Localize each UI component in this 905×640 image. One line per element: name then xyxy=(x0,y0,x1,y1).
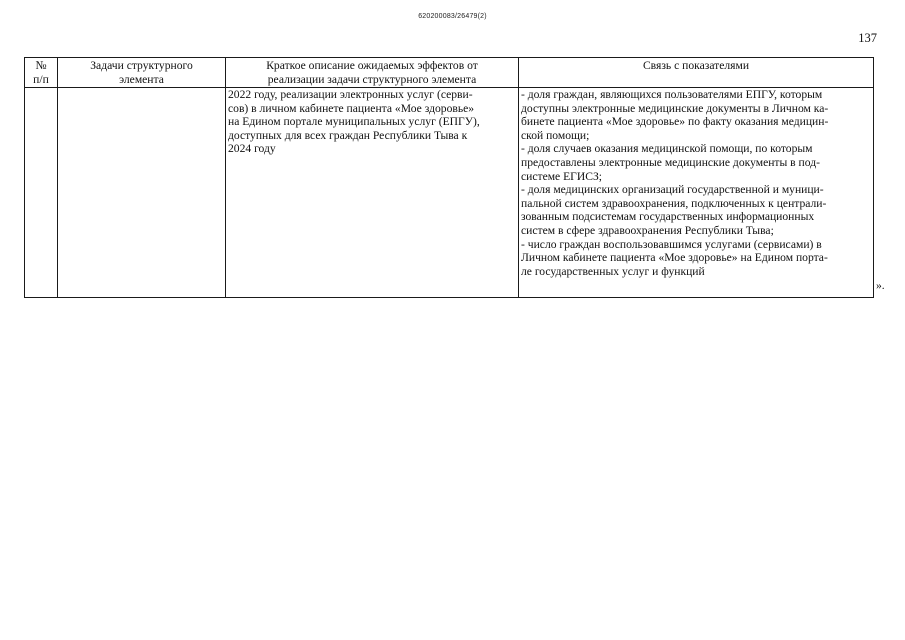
column-header-tasks xyxy=(58,58,226,88)
table-header-row xyxy=(25,58,874,88)
column-header-indicators xyxy=(519,58,874,88)
column-header-description xyxy=(226,58,519,88)
document-id: 620200083/26479(2) xyxy=(418,13,487,20)
cell-number xyxy=(25,88,58,298)
column-header-number xyxy=(25,58,58,88)
column-header-number-text: № п/п xyxy=(33,59,49,86)
cell-description xyxy=(226,88,519,298)
structural-element-table xyxy=(24,57,874,298)
page-number: 137 xyxy=(858,31,877,45)
cell-description-text: 2022 году, реализации электронных услуг (серви- сов) в личном кабинете пациента «Мое здоровье» на Едином портале муниципальных услуг (ЕПГУ), доступных для всех граждан Республики Тыва к 2024 году xyxy=(228,88,480,156)
cell-task xyxy=(58,88,226,298)
table-row xyxy=(25,88,874,298)
column-header-indicators-text: Связь с показателями xyxy=(642,59,750,72)
column-header-tasks-text: Задачи структурного элемента xyxy=(90,59,193,86)
cell-indicators-text: - доля граждан, являющихся пользователями ЕПГУ, которым доступны электронные медицинские документы в Личном ка- бинете пациента «Мое здоровье» по факту оказания медицин- ской помощи; - доля случаев оказания медицинской помощи, по которым предоставлены электронные медицинские документы в под- системе ЕГИСЗ; - доля медицинских организаций государственной и муници- пальной систем здравоохранения, подключенных к централи- зованным подсистемам государственных информационных систем в сфере здравоохранения Республики Тыва; - число граждан воспользовавшимся услугами (сервисами) в Личном кабинете пациента «Мое здоровье» на Едином порта- ле государственных услуг и функций xyxy=(521,88,829,278)
column-header-description-text: Краткое описание ожидаемых эффектов от реализации задачи структурного элемента xyxy=(266,59,478,86)
cell-indicators xyxy=(519,88,874,298)
closing-quote-mark: ». xyxy=(876,279,885,292)
